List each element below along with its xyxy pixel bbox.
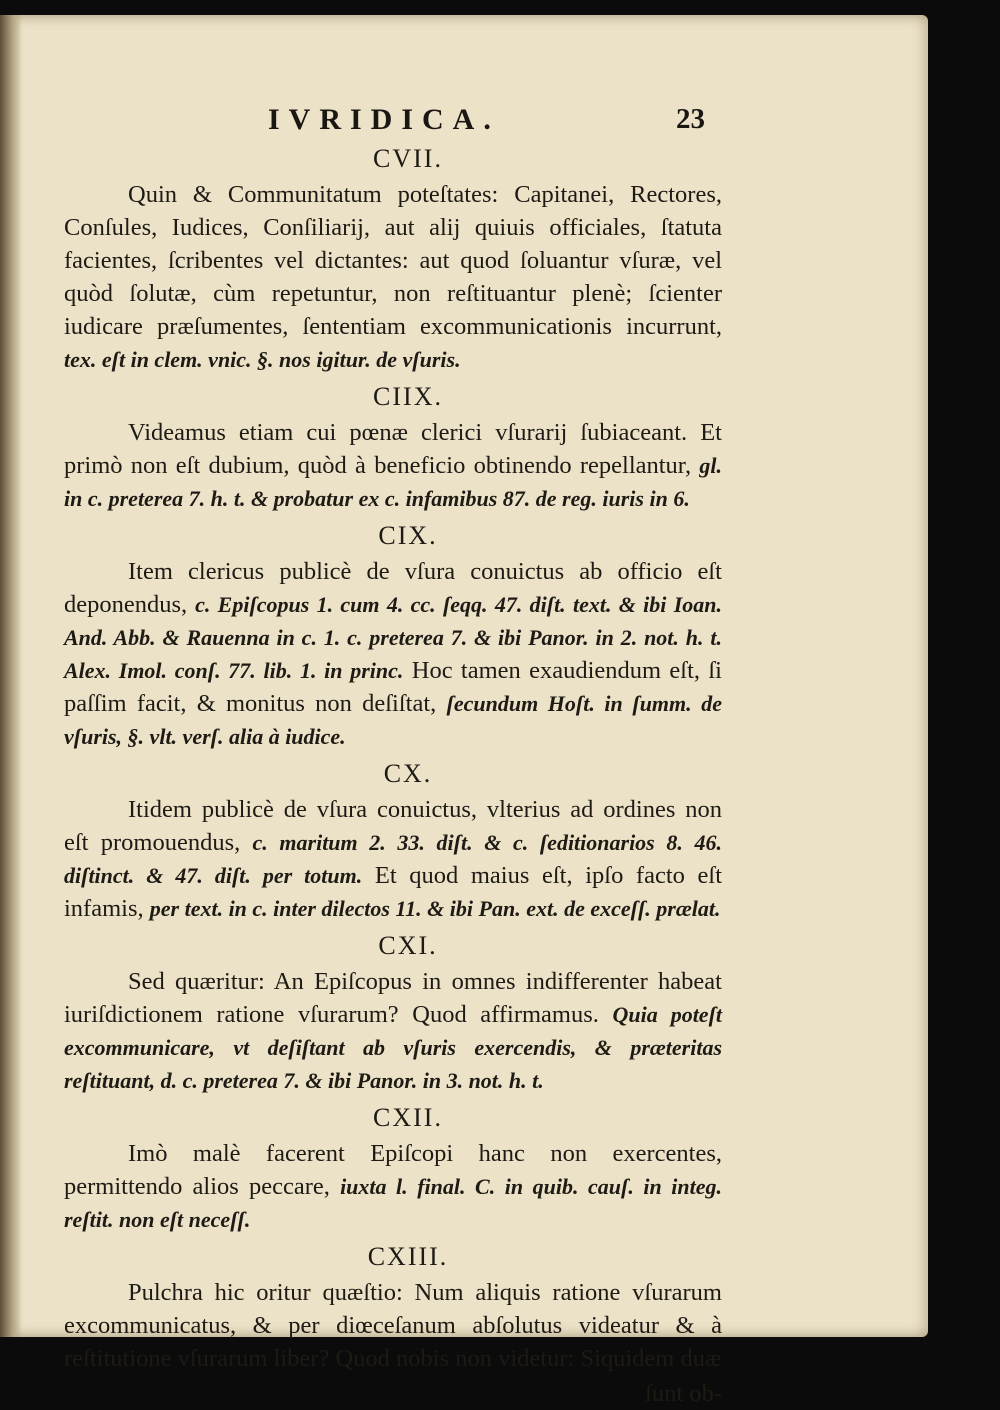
section-number-cvii: CVII. xyxy=(373,144,443,173)
paragraph-cvii xyxy=(64,178,722,376)
legal-citation: c. maritum 2. 33. diſt. & c. ſeditionarios 8. 46. diſtinct. & 47. diſt. per totum. xyxy=(64,830,723,888)
section-number-cx: CX. xyxy=(383,759,433,788)
paragraph-text: Imò malè facerent Epiſcopi hanc non exercentes, permittendo alios peccare, xyxy=(64,1140,722,1200)
page-body xyxy=(64,140,722,1410)
section-number-ciix: CIIX. xyxy=(373,382,443,411)
page-gutter-shadow xyxy=(0,15,22,1337)
paragraph-cxii xyxy=(64,1137,722,1236)
legal-citation: Quia poteſt excommunicare, vt deſiſtant ab vſuris exercendis, & præteritas reſtituant, d. c. preterea 7. & ibi Panor. in 3. not. h. t. xyxy=(64,1002,723,1093)
catchword: ſunt ob- xyxy=(645,1380,722,1407)
paragraph-text: Pulchra hic oritur quæſtio: Num aliquis ratione vſurarum excommunicatus, & per diœceſanum abſolutus videatur & à reſtitutione vſurarum liber? Quod nobis non videtur: Siquidem duæ xyxy=(64,1279,722,1372)
page-header xyxy=(0,103,928,143)
legal-citation: iuxta l. final. C. in quib. cauſ. in integ. reſtit. non eſt neceſſ. xyxy=(64,1174,722,1232)
paragraph-text: Videamus etiam cui pœnæ clerici vſurarij ſubiaceant. Et primò non eſt dubium, quòd à beneficio obtinendo repellantur, xyxy=(64,419,722,479)
paragraph-text-continued: Hoc tamen exaudiendum eſt, ſi paſſim facit, & monitus non deſiſtat, xyxy=(64,657,722,717)
paragraph-cxi xyxy=(64,965,722,1097)
section-number-cxiii: CXIII. xyxy=(367,1242,449,1271)
paragraph-text: Quin & Communitatum poteſtates: Capitanei, Rectores, Conſules, Iudices, Conſiliarij, aut alij quiuis officiales, ſtatuta facientes, ſcribentes vel dictantes: aut quod ſoluantur vſuræ, vel quòd ſolutæ, cùm repetuntur, non reſtituantur plenè; ſcienter iudicare præſumentes, ſententiam excommunicationis incurrunt, xyxy=(64,181,722,340)
legal-citation: c. Epiſcopus 1. cum 4. cc. ſeqq. 47. diſt. text. & ibi Ioan. And. Abb. & Rauenna in c. 1. c. preterea 7. & ibi Panor. in 2. not. h. t. Alex. Imol. conſ. 77. lib. 1. in princ. xyxy=(64,592,722,683)
section-number-cxi: CXI. xyxy=(378,931,438,960)
paragraph-cx xyxy=(64,793,722,925)
paragraph-text: Itidem publicè de vſura conuictus, vlterius ad ordines non eſt promouendus, xyxy=(64,796,722,856)
paragraph-cix xyxy=(64,555,722,753)
paragraph-text-continued: Et quod maius eſt, ipſo facto eſt infamis, xyxy=(64,862,722,922)
page-number: 23 xyxy=(676,103,705,135)
paragraph-ciix xyxy=(64,416,722,515)
legal-citation-secondary: ſecundum Hoſt. in ſumm. de vſuris, §. vlt. verſ. alia à iudice. xyxy=(64,691,723,749)
paragraph-text: Sed quæritur: An Epiſcopus in omnes indifferenter habeat iuriſdictionem ratione vſurarum? Quod affirmamus. xyxy=(64,968,722,1028)
legal-citation: tex. eſt in clem. vnic. §. nos igitur. de vſuris. xyxy=(64,347,461,372)
running-head: IVRIDICA. xyxy=(268,103,500,136)
section-number-cxii: CXII. xyxy=(373,1103,443,1132)
paragraph-cxiii xyxy=(64,1276,722,1375)
legal-citation: gl. in c. preterea 7. h. t. & probatur ex c. infamibus 87. de reg. iuris in 6. xyxy=(64,453,722,511)
section-number-cix: CIX. xyxy=(378,521,438,550)
legal-citation-secondary: per text. in c. inter dilectos 11. & ibi Pan. ext. de exceſſ. prælat. xyxy=(149,896,721,921)
paragraph-text: Item clericus publicè de vſura conuictus ab officio eſt deponendus, xyxy=(64,558,722,618)
